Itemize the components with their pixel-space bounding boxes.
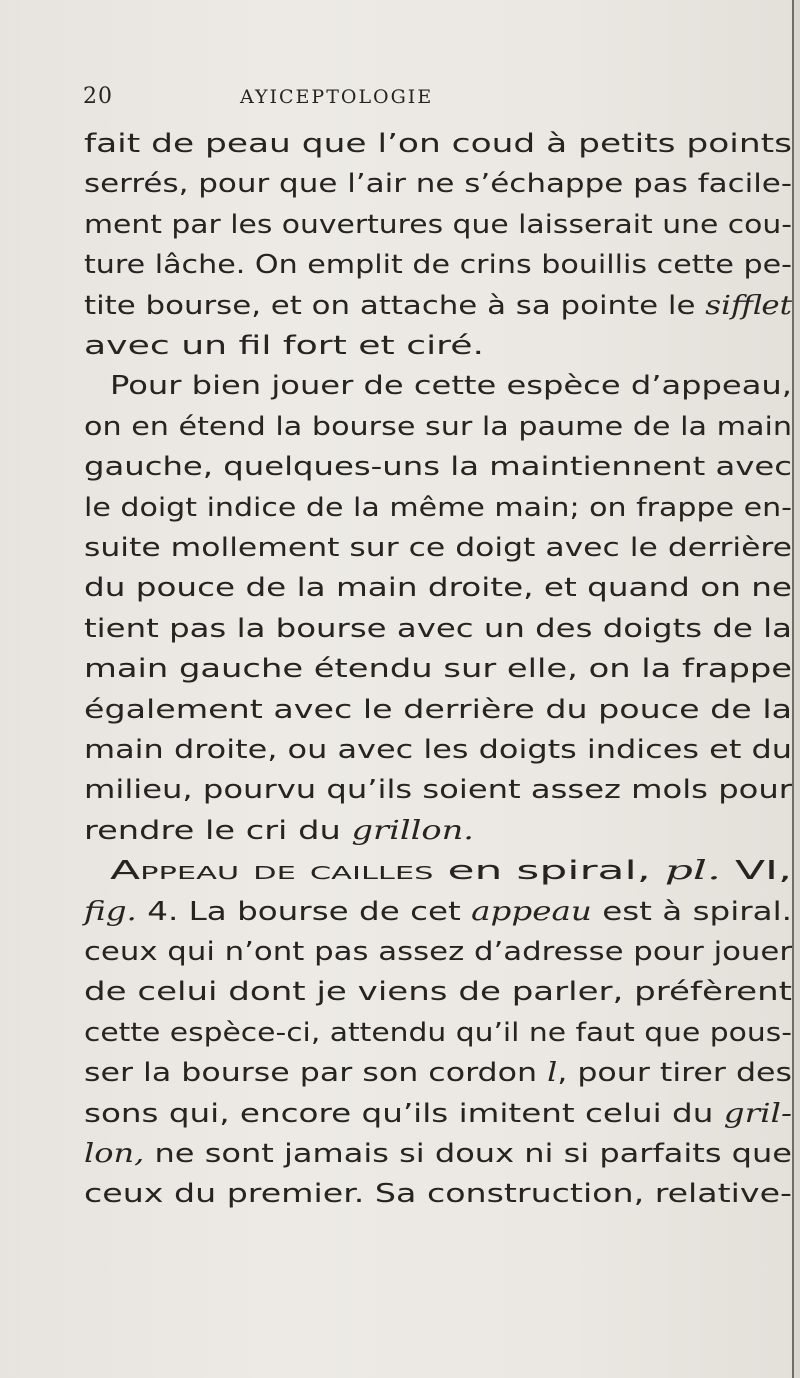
text-segment: avec un fil fort et ciré. (84, 331, 485, 361)
text-segment: main droite, ou avec les doigts indices et du (84, 735, 793, 765)
text-line (0, 1174, 800, 1214)
text-line (0, 447, 800, 487)
italic-text: pl. (664, 856, 721, 887)
text-segment: gauche, quelques-uns la maintiennent avec (84, 452, 793, 483)
text-segment: milieu, pourvu qu’ils soient assez mols pour (84, 775, 792, 806)
text-segment: rendre le cri du (84, 815, 352, 846)
text-line (0, 528, 800, 568)
text-line (0, 770, 800, 810)
text-line-content (84, 609, 792, 649)
text-segment: serrés, pour que l’air ne s’échappe pas facile- (84, 169, 793, 200)
text-line-content (84, 1174, 792, 1214)
text-line (0, 851, 800, 891)
text-line-content (84, 892, 792, 932)
text-line-content (84, 407, 792, 447)
text-line (0, 124, 800, 164)
text-line-content (84, 326, 484, 366)
text-segment: est à spiral. (591, 896, 793, 927)
running-head: AYICEPTOLOGIE (240, 86, 434, 108)
text-line-content (84, 932, 792, 972)
text-line-content (84, 447, 792, 487)
text-line (0, 609, 800, 649)
text-line (0, 690, 800, 730)
text-segment: tient pas la bourse avec un des doigts de la (84, 613, 792, 644)
text-segment: le doigt indice de la même main; on frappe en- (84, 492, 792, 523)
text-line (0, 568, 800, 608)
small-caps-text: Appeau de cailles (110, 856, 434, 887)
text-line-content (84, 528, 792, 568)
text-segment: également avec le derrière du pouce de la (84, 694, 792, 725)
text-segment: ceux qui n’ont pas assez d’adresse pour jouer (84, 937, 793, 967)
text-line-content (84, 730, 792, 770)
text-line (0, 407, 800, 447)
text-line-content (110, 366, 792, 406)
text-segment: on en étend la bourse sur la paume de la main (84, 411, 793, 442)
text-segment: tite bourse, et on attache à sa pointe le (84, 290, 706, 321)
text-segment: , pour tirer des (557, 1058, 793, 1089)
text-line (0, 1053, 800, 1093)
text-line-content (84, 205, 792, 245)
text-segment: ceux du premier. Sa construction, relative- (84, 1179, 793, 1210)
text-line-content (84, 1094, 792, 1134)
text-line-content (84, 124, 792, 164)
text-line-content (84, 286, 792, 326)
text-line-content (110, 851, 792, 891)
text-line (0, 1094, 800, 1134)
text-line (0, 811, 800, 851)
italic-text: appeau (471, 896, 592, 927)
text-line (0, 286, 800, 326)
italic-text: grillon. (351, 815, 475, 846)
text-line-content (84, 690, 792, 730)
text-segment: Pour bien jouer de cette espèce d’appeau, (110, 371, 792, 402)
text-line-content (84, 568, 792, 608)
page-header (83, 84, 543, 114)
italic-text: l (547, 1058, 558, 1089)
text-line (0, 164, 800, 204)
text-line (0, 649, 800, 689)
text-segment: en spiral, (433, 856, 665, 887)
text-line-content (84, 164, 792, 204)
text-segment: main gauche étendu sur elle, on la frappe (84, 654, 793, 685)
italic-text: lon, (84, 1139, 145, 1169)
text-line-content (84, 245, 792, 285)
text-line-content (84, 1134, 792, 1174)
italic-text: sifflet (705, 290, 792, 321)
page-number: 20 (83, 84, 113, 109)
text-line (0, 932, 800, 972)
text-line (0, 1134, 800, 1174)
text-line (0, 245, 800, 285)
text-segment: fait de peau que l’on coud à petits points (84, 129, 793, 159)
text-segment: du pouce de la main droite, et quand on ne (84, 573, 793, 604)
text-line (0, 488, 800, 528)
text-line-content (84, 649, 792, 689)
text-segment: ture lâche. On emplit de crins bouillis cette pe- (84, 250, 793, 281)
text-line (0, 366, 800, 406)
text-line-content (84, 770, 792, 810)
text-line (0, 730, 800, 770)
text-segment: sons qui, encore qu’ils imitent celui du (84, 1098, 724, 1129)
text-segment: 4. La bourse de cet (136, 896, 472, 927)
text-line-content (84, 1053, 792, 1093)
text-segment: cette espèce-ci, attendu qu’il ne faut que pous- (84, 1017, 792, 1048)
text-segment: de celui dont je viens de parler, préfèrent (84, 977, 792, 1008)
text-line-content (84, 488, 792, 528)
text-line (0, 205, 800, 245)
text-line-content (84, 811, 474, 851)
text-segment: ment par les ouvertures que laisserait une cou- (84, 209, 792, 240)
text-segment: VI, (720, 856, 792, 887)
text-segment: ne sont jamais si doux ni si parfaits que (144, 1139, 793, 1169)
text-line (0, 326, 800, 366)
text-segment: ser la bourse par son cordon (84, 1058, 548, 1089)
text-line (0, 1013, 800, 1053)
italic-text: fig. (84, 896, 137, 927)
text-line-content (84, 972, 792, 1012)
text-line (0, 892, 800, 932)
text-line (0, 972, 800, 1012)
text-segment: suite mollement sur ce doigt avec le derrière (84, 533, 792, 563)
italic-text: gril- (723, 1098, 792, 1129)
text-line-content (84, 1013, 792, 1053)
